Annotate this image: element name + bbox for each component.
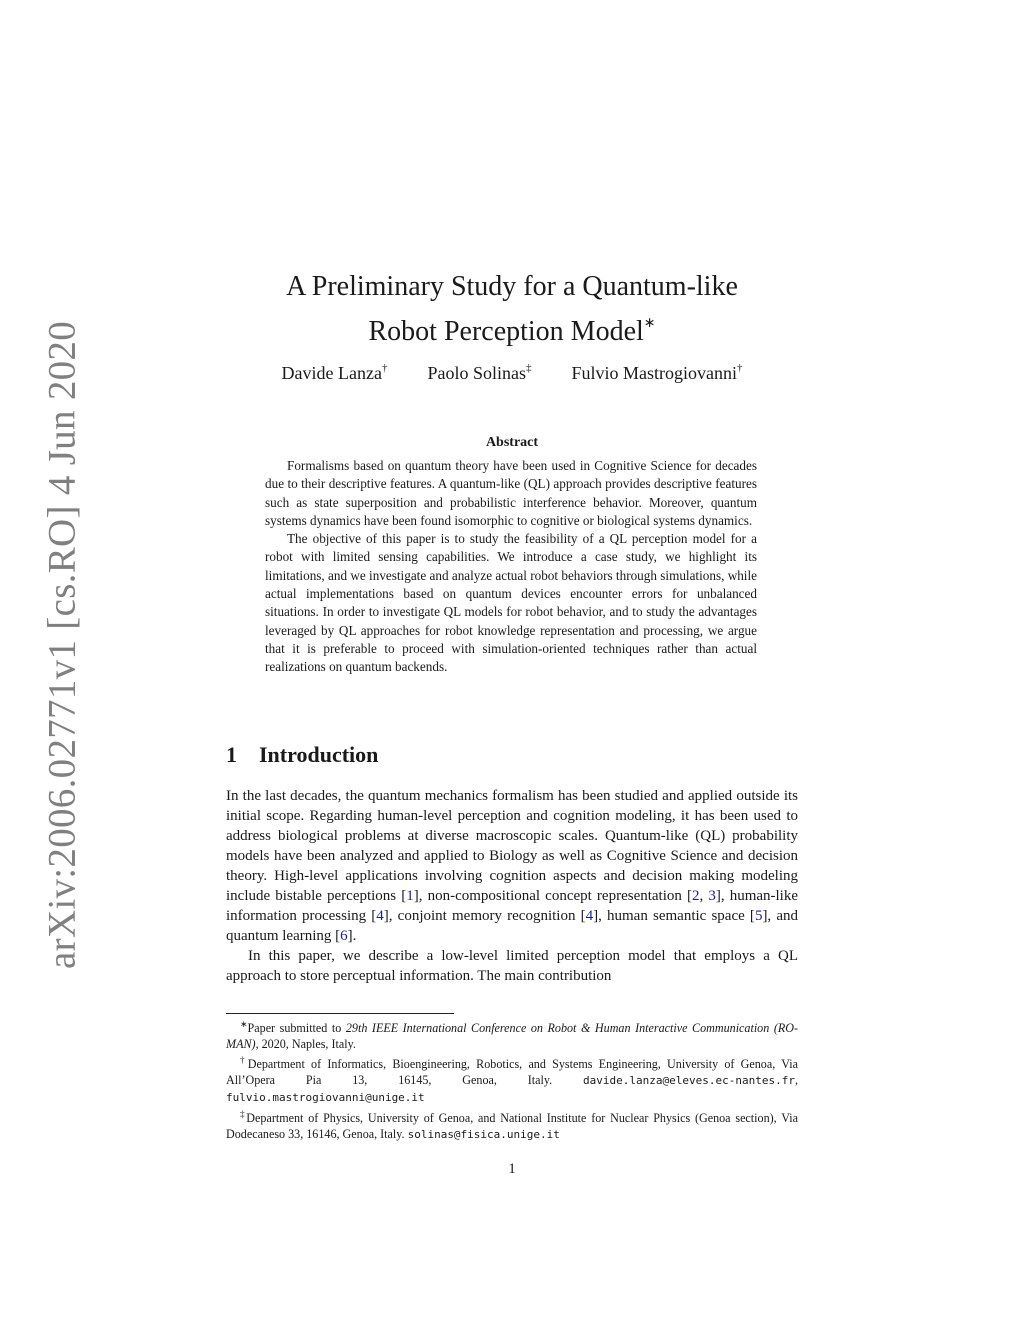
title-footnote-mark: ∗ [643, 316, 656, 331]
citation-link[interactable]: 4 [376, 908, 384, 924]
intro-text: ], human semantic space [ [593, 908, 755, 924]
email-link[interactable]: solinas@fisica.unige.it [407, 1128, 560, 1142]
footnote-text: Paper submitted to [247, 1021, 346, 1036]
author-list [0, 362, 1024, 384]
title-line-2 [0, 305, 1024, 350]
abstract-paragraph-2: The objective of this paper is to study the feasibility of a QL perception model for a robot with limited sensing capabilities. We introduce a case study, we highlight its limitations, and we investigate and analyze actual robot behaviors through simulations, while actual implementations based on quantum devices encounter errors for unbalanced situations. In order to investigate QL models for robot behavior, and to study the advantages leveraged by QL approaches for robot knowledge representation and processing, we argue that it is preferable to proceed with simulation-oriented techniques rather than actual realizations on quantum backends. [265, 531, 757, 675]
footnote-text: , 2020, Naples, Italy. [255, 1037, 356, 1052]
abstract-paragraph-1: Formalisms based on quantum theory have been used in Cognitive Science for decades due to their descriptive features. A quantum-like (QL) approach provides descriptive features such as state superposition and probabilistic interference behavior. Moreover, quantum systems dynamics have been found isomorphic to cognitive or biological systems dynamics. [265, 458, 757, 528]
footnote-3 [226, 1106, 798, 1143]
footnotes [226, 1016, 798, 1143]
title-line-2-text: Robot Perception Model [368, 316, 644, 347]
author-2-name: Paolo Solinas [427, 363, 526, 383]
intro-text: ], conjoint memory recognition [ [383, 908, 586, 924]
arxiv-identifier-stamp: arXiv:2006.02771v1 [cs.RO] 4 Jun 2020 [40, 320, 84, 970]
intro-text: ]. [347, 928, 357, 944]
section-title-text: Introduction [259, 742, 379, 767]
citation-link[interactable]: 3 [708, 888, 716, 904]
footnote-mark: † [240, 1055, 248, 1066]
author-3-name: Fulvio Mastrogiovanni [571, 363, 737, 383]
citation-link[interactable]: 1 [406, 888, 414, 904]
section-heading [226, 742, 378, 768]
abstract-heading: Abstract [485, 435, 539, 450]
footnote-text: Department of Informatics, Bioengineering, Robotics, and Systems Engineering, University of Genoa, Via All’Opera Pia 13, 16145, Genoa, Italy. [226, 1057, 799, 1088]
citation-link[interactable]: 5 [754, 908, 763, 924]
intro-text: ], human-like information processing [ [226, 888, 799, 924]
author-3 [571, 363, 742, 383]
footnote-2 [226, 1052, 798, 1106]
footnote-1 [226, 1016, 798, 1052]
citation-link[interactable]: 6 [340, 928, 348, 944]
intro-paragraph-1 [226, 786, 798, 946]
email-link[interactable]: davide.lanza@eleves.ec-nantes.fr [583, 1074, 795, 1088]
email-link[interactable]: fulvio.mastrogiovanni@unige.it [226, 1091, 425, 1105]
footnote-divider [226, 1013, 454, 1014]
citation-link[interactable]: 4 [585, 908, 594, 924]
footnote-separator: , [794, 1073, 798, 1088]
citation-link[interactable]: 2 [691, 888, 700, 904]
intro-text: ], non-compositional concept representation [ [413, 888, 692, 904]
intro-text: ], and quantum learning [ [226, 908, 798, 944]
intro-text: , [699, 888, 709, 904]
author-1-mark: † [381, 362, 388, 374]
footnote-mark: ∗ [240, 1019, 248, 1029]
section-number: 1 [226, 742, 237, 767]
paper-title [0, 268, 1024, 350]
conference-name: 29th IEEE International Conference on Robot & Human Interactive Communication (RO-MAN) [226, 1021, 799, 1052]
page-number: 1 [508, 1161, 516, 1177]
abstract-body [265, 457, 757, 677]
author-3-mark: † [736, 362, 743, 374]
author-2 [427, 363, 531, 383]
intro-paragraph-2: In this paper, we describe a low-level limited perception model that employs a QL approach to store perceptual information. The main contribution [226, 948, 798, 984]
author-1-name: Davide Lanza [281, 363, 382, 383]
footnote-mark: ‡ [240, 1109, 247, 1120]
author-2-mark: ‡ [525, 362, 532, 374]
author-1 [282, 363, 388, 383]
footnote-text: Department of Physics, University of Genoa, and National Institute for Nuclear Physics (Genoa section), Via Dodecaneso 33, 16146, Genoa, Italy. [226, 1111, 798, 1142]
title-line-1: A Preliminary Study for a Quantum-like [286, 271, 738, 302]
introduction-body [226, 786, 798, 986]
intro-text: In the last decades, the quantum mechanics formalism has been studied and applied outside its initial scope. Regarding human-level perception and cognition modeling, it has been used to address biological problems at diverse macroscopic scales. Quantum-like (QL) probability models have been analyzed and applied to Biology as well as Cognitive Science and decision theory. High-level applications involving cognition aspects and decision making modeling include bistable perceptions [ [226, 788, 798, 904]
